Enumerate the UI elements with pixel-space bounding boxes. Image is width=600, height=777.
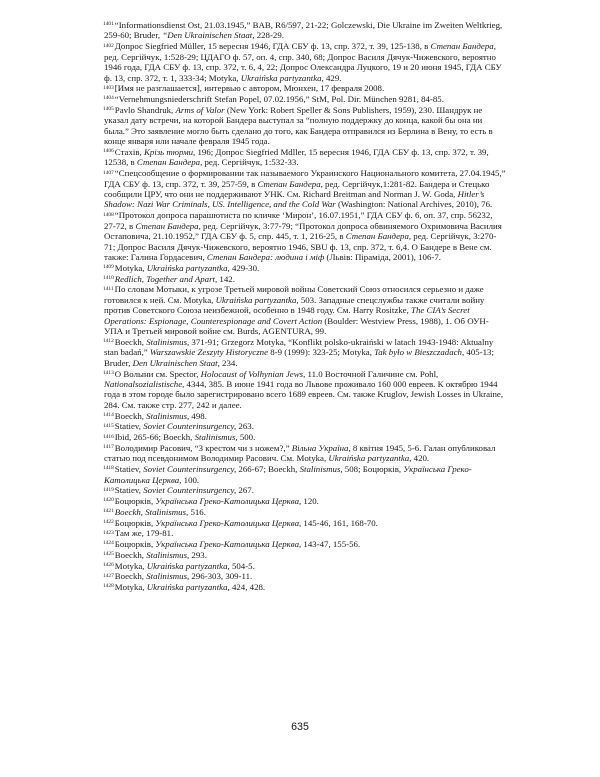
footnote-title-italic: Soviet Counterinsurgency, (143, 464, 237, 475)
footnote-text: ред. Сергійчук, 1:532-33. (202, 157, 299, 168)
footnote-number: 1402 (103, 42, 114, 49)
footnote-text: 267. (236, 485, 254, 496)
footnote-text: 296-303, 309-11. (189, 571, 253, 582)
footnote-title-italic: Stalinismus, (146, 571, 190, 582)
footnote-text: (Washington: National Archives, 2010), 76. (335, 199, 493, 210)
footnote-title-italic: Holocaust of Volhynian Jews, (200, 368, 306, 379)
footnote-text: 234. (219, 357, 238, 368)
footnote-text: 503. Западные спецслужбы также считали войну против Советского Союза неизбежной, особенно в 1948 году. См. Harry Rositzke, (104, 294, 485, 316)
footnote-text: Statiev, (114, 421, 144, 432)
footnote-text: 196; Допрос Siegfried Mdller, 15 вересня 1946, ГДА СБУ ф. 13, спр. 372, т. 39, 12538, в (104, 146, 489, 168)
footnote-number: 1424 (103, 540, 114, 547)
footnote-text: “Протокол допроса парашютиста по кличке ‘Мирон’, 16.07.1951,” ГДА СБУ ф. 6, оп. 37, спр. 56232, 27-72, в (104, 210, 493, 231)
footnote-text: “Vernehmungsniederschrift Stefan Popel, 07.02.1956,” StM, Pol. Dir. München 9281, 84-85. (114, 94, 444, 105)
footnote-text: Боцюрків, (114, 496, 156, 507)
footnote-text: ред. Сергійчук, 1:528-29; ЦДАГО ф. 57, оп. 4, спр. 340, 68; Допрос Василя Дячук-Чижевского, вероятно 1946 года, ГДА СБУ ф. 13, спр. 372, т. 6, 4, 22; Допрос Олександра Луцкого, 19 и 20 июня 1945, ГДА СБУ ф. 13, спр. 372, т. 1, 333-34; Motyka, (104, 51, 502, 83)
footnote-title-italic: Redlich, Together and Apart, (114, 273, 218, 284)
footnote (104, 284, 506, 336)
footnote-text: Statiev, (114, 485, 144, 496)
footnote-number: 1410 (103, 274, 114, 281)
page-number: 635 (291, 721, 309, 733)
footnote-text: 420. (411, 453, 430, 464)
footnote (104, 41, 506, 83)
footnote-number: 1428 (103, 583, 114, 590)
footnote-text: 508; Боцюрків, (342, 464, 404, 475)
footnote-text: Там же, 179-81. (114, 528, 174, 539)
footnote (104, 496, 506, 506)
footnote-number: 1413 (103, 369, 114, 376)
footnote-title-italic: Tak było w Bieszczadach, (374, 347, 465, 358)
footnote-text: [Имя не разглашается], интервью с автором, Мюнхен, 17 февраля 2008. (114, 83, 385, 94)
footnote-title-italic: Степан Бандера, (257, 178, 323, 189)
footnote (104, 168, 506, 210)
footnote-number: 1406 (103, 148, 114, 155)
footnote (104, 507, 506, 517)
footnote-text: Боцюрків, (114, 539, 156, 550)
footnote-number: 1422 (103, 518, 114, 525)
footnote-text: Statiev, (114, 464, 144, 475)
footnote-title-italic: Den Ukrainischen Staat, (132, 357, 220, 368)
footnote-title-italic: Українська Греко-Католицька Церква, (155, 517, 302, 528)
footnote-number: 1421 (103, 508, 114, 515)
footnote-text: Ibid, 265-66; Boeckh, (114, 432, 195, 443)
footnote-text: 371-91; Grzegorz Motyka, “Konflikt polsko-ukraiński w latach 1943-1948: Aktualny stan badań,” (104, 336, 494, 358)
footnote-text: (New York: Robert Speller & Sons Publishers, 1959), 230. Шандрук не указал дату встречи, на которой Бандера выступал за “полную поддержку до конца, какой бы она ни была.” Это заявление могло быть сделано до того, как Бандера отправился из Берлина в Вену, то есть в конце января или начале февраля 1945 года. (104, 104, 493, 147)
footnote-number: 1414 (103, 412, 114, 419)
footnote-number: 1403 (103, 84, 114, 91)
footnote-title-italic: Soviet Counterinsurgency, (143, 485, 237, 496)
footnote-text: 405-13; Bruder, (104, 347, 494, 368)
footnote (104, 83, 506, 93)
footnote (104, 421, 506, 431)
footnote (104, 210, 506, 262)
footnote-number: 1405 (103, 106, 114, 113)
footnote-title-italic: Ukraińska partyzantka, (146, 560, 230, 571)
footnote-text: 498. (189, 410, 207, 421)
footnote-text: О Волыни см. Spector, (114, 368, 201, 379)
footnote (104, 105, 506, 147)
footnote-title-italic: Ukraińska partyzantka, (146, 262, 230, 273)
footnote-title-italic: Nationalsozialistische, (104, 378, 185, 389)
footnote-text: 100. (181, 474, 200, 485)
footnote-number: 1418 (103, 465, 114, 472)
footnote-number: 1415 (103, 422, 114, 429)
footnote-number: 1408 (103, 211, 114, 218)
footnote-text: Boeckh, (114, 571, 147, 582)
footnote-text: Boeckh, (114, 410, 147, 421)
footnote (104, 561, 506, 571)
footnote-number: 1417 (103, 444, 114, 451)
footnote-text: 293. (189, 549, 207, 560)
footnote-number: 1425 (103, 551, 114, 558)
footnote-number: 1409 (103, 264, 114, 271)
footnote-text: 429. (323, 72, 342, 83)
footnote-title-italic: Ukraińska partyzantka, (215, 294, 299, 305)
footnote-text: Boeckh, (114, 549, 147, 560)
footnote-text: 8-9 (1999): 323-25; Motyka, (268, 347, 375, 358)
footnote (104, 443, 506, 464)
footnote-text: 228-29. (254, 30, 284, 41)
footnote-text: (Львів: Піраміда, 2001), 106-7. (324, 252, 441, 263)
footnote (104, 337, 506, 368)
footnote-text: 142. (217, 273, 235, 284)
footnote (104, 263, 506, 273)
footnote-title-italic: Stalinismus, (146, 549, 190, 560)
footnote-number: 1416 (103, 433, 114, 440)
footnote-title-italic: Arms of Valor (175, 104, 225, 115)
footnote-title-italic: Степан Бандера, (136, 157, 203, 168)
footnote-text: “Спецсообщение о формировании так называемого Украинского Национального комитета, 27.04.1945,” ГДА СБУ ф. 13, спр. 372, т. 39, 257-59, в (104, 168, 506, 189)
footnote-text: (Boulder: Westview Press, 1988), 1. Об ОУН-УПА и Третьей мировой войне см. Burds, AGENTURA, 99. (104, 315, 489, 337)
footnote-text: Стахів, (114, 146, 144, 157)
footnote-number: 1412 (103, 338, 114, 345)
footnote-text: ред. Сергійчук,1:281-82. Бандера и Стецько сообщили ЦРУ, что они не поддерживают УНК. См. Richard Breitman and Norman J. W. Goda, (104, 178, 490, 200)
footnote-title-italic: Українська Греко-Католицька Церква, (155, 496, 302, 507)
footnote-text: 143-47, 155-56. (301, 539, 361, 550)
footnote (104, 464, 506, 485)
footnote-text: По словам Мотыки, к угрозе Третьей мировой войны Советский Союз относился серьезно и даже готовился к ней. См. Motyka, (104, 284, 484, 305)
footnote-text: 516. (188, 506, 206, 517)
footnote-title-italic: Hitler’s Shadow: Nazi War Criminals, US. Intelligence, and the Cold War (104, 189, 485, 210)
footnote-text: 8 квітня 1945, 5-6. Галан опубликовал статью под псевдонимом Володимир Расович. См. Motyka, (104, 442, 496, 464)
footnote (104, 485, 506, 495)
footnote (104, 528, 506, 538)
footnote-number: 1426 (103, 561, 114, 568)
footnote-text: Допрос Siegfried Müller, 15 вересня 1946, ГДА СБУ ф. 13, спр. 372, т. 39, 125-138, в (114, 41, 431, 52)
footnote-title-italic: Крізь тюрми, (143, 146, 196, 157)
footnote-text: Boeckh, (114, 336, 147, 347)
footnote-number: 1404 (103, 95, 114, 102)
footnote-text: 266-67; Boeckh, (236, 464, 300, 475)
footnote-text: 504-5. (229, 560, 255, 571)
footnote (104, 550, 506, 560)
footnote (104, 274, 506, 284)
footnote (104, 94, 506, 104)
footnote-title-italic: Stalinismus, (146, 410, 190, 421)
footnote (104, 582, 506, 592)
footnote (104, 518, 506, 528)
footnote-text: Motyka, (114, 262, 147, 273)
footnote-text: 120. (301, 496, 319, 507)
footnote (104, 20, 506, 41)
footnotes-list (104, 20, 506, 593)
footnote-title-italic: Stalinismus, (299, 464, 343, 475)
footnote (104, 539, 506, 549)
footnote-title-italic: Stalinismus, (194, 432, 238, 443)
footnote-text: 4344, 385. В июне 1941 года во Львове проживало 160 000 евреев. К октябрю 1944 года в этом городе было зарегистрировано всего 1689 евреев. См. также Kruglov, Jewish Losses in Ukraine, 284. См. также стр. 277, 242 и далее. (104, 378, 504, 410)
footnote-title-italic: Українська Греко-Католицька Церква, (104, 464, 472, 485)
footnote-title-italic: Ukraińska partyzantka, (146, 582, 230, 593)
footnote-title-italic: Степан Бандера: людина і міф (206, 252, 325, 263)
footnote-text: 500. (237, 432, 256, 443)
footnote-number: 1427 (103, 572, 114, 579)
footnote-text: 263. (236, 421, 254, 432)
footnote-text: 429-30. (229, 262, 260, 273)
footnote-text: ред. Сергійчук, 3:77-79; “Протокол допроса обвиняемого Охримовича Василия Остаповича, 21.10.1952,” ГДА СБУ ф. 5, спр. 445, т. 1, 216-25, в (104, 220, 502, 242)
footnote-number: 1411 (103, 285, 114, 292)
footnote-title-italic: The CIA’s Secret Operations: Espionage, Counterespionage and Covert Action (104, 305, 470, 326)
footnote-text: Володимир Расович, “З крестом чи з ножем?,” (114, 442, 292, 453)
footnote-title-italic: Boeckh, Stalinismus, (114, 506, 189, 517)
footnote-title-italic: “Den Ukrainischen Staat, (162, 30, 255, 41)
footnote-number: 1401 (103, 21, 114, 28)
footnote-title-italic: Warszawskie Zeszyty Historyczne (149, 347, 268, 358)
footnote-title-italic: Ukraińska partyzantka, (328, 453, 412, 464)
footnote (104, 369, 506, 411)
footnote (104, 147, 506, 168)
footnote-text: 11.0 Восточной Галичине см. Pohl, (305, 368, 439, 379)
footnote-number: 1420 (103, 497, 114, 504)
footnote-title-italic: Вільна Україна, (291, 442, 351, 453)
footnote-text: Pavlo Shandruk, (114, 104, 176, 115)
footnote-text: Боцюрків, (114, 517, 156, 528)
footnote-title-italic: Ukraińska partyzantka, (240, 72, 324, 83)
footnote-number: 1423 (103, 529, 114, 536)
footnote (104, 432, 506, 442)
footnote-text: “Informationsdienst Ost, 21.03.1945,” BAB, R6/597, 21-22; Golczewski, Die Ukraine im Zweiten Weltkrieg, 259-60; Bruder, (104, 20, 503, 41)
footnote (104, 411, 506, 421)
footnote-text: Motyka, (114, 560, 147, 571)
footnote-text: ред. Сергійчук, 3:270-71; Допрос Василя Дячук-Чижевского, вероятно 1946, SBU ф. 13, спр. 372, т. 6,4. О Бандере в Вене см. также: Галина Гордасевич, (104, 231, 497, 263)
footnote-text: 145-46, 161, 168-70. (301, 517, 378, 528)
footnote-title-italic: Степан Бандера, (135, 220, 201, 231)
footnote-text: 424, 428. (229, 582, 266, 593)
footnote-title-italic: Українська Греко-Католицька Церква, (155, 539, 302, 550)
footnote-number: 1419 (103, 486, 114, 493)
footnote (104, 571, 506, 581)
footnote-title-italic: Степан Бандера, (430, 41, 496, 52)
footnote-title-italic: Soviet Counterinsurgency, (143, 421, 237, 432)
footnote-title-italic: Степан Бандера, (345, 231, 412, 242)
footnote-number: 1407 (103, 169, 114, 176)
footnote-text: Motyka, (114, 582, 147, 593)
footnote-title-italic: Stalinismus, (146, 336, 190, 347)
